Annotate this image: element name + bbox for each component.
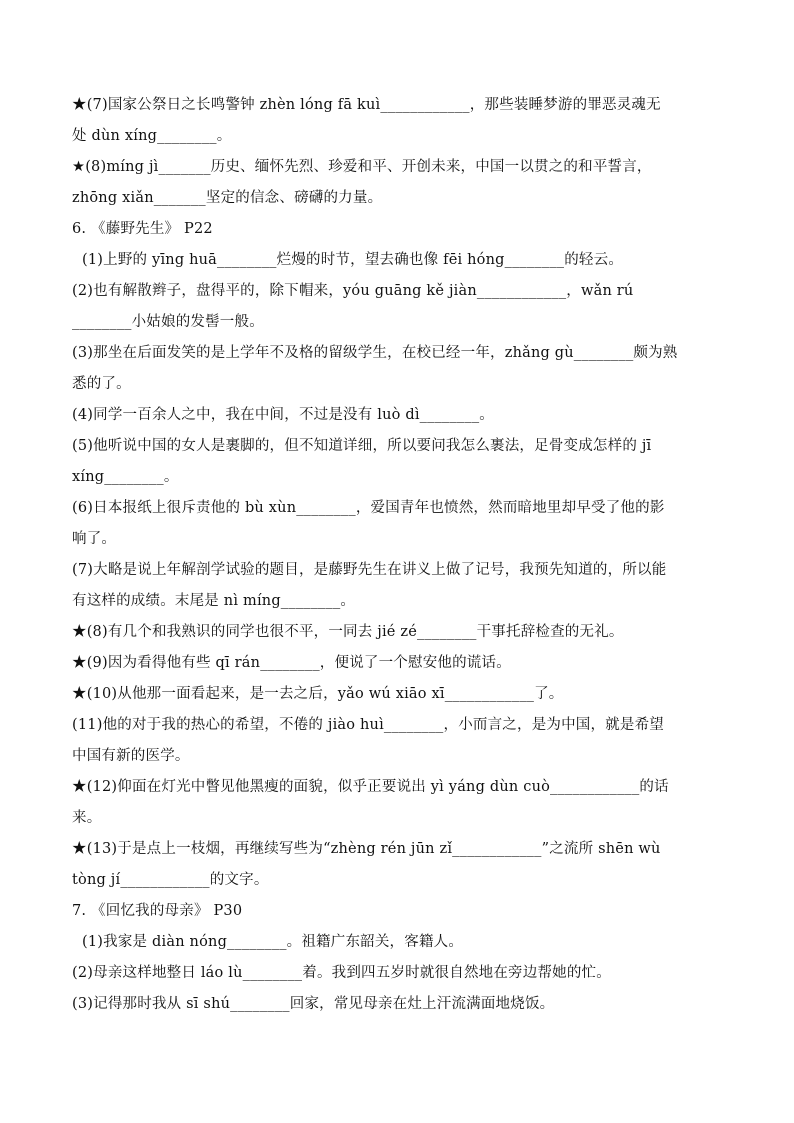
text-line: (1)上野的 yīng huā________烂熳的时节，望去确也像 fēi hóng________的轻云。 — [82, 252, 624, 268]
text-line: zhōng xiǎn_______坚定的信念、磅礴的力量。 — [72, 190, 383, 206]
text-line: 来。 — [72, 810, 102, 826]
text-line: xíng________。 — [72, 469, 179, 485]
text-line: 响了。 — [72, 531, 117, 547]
text-line: 中国有新的医学。 — [72, 748, 190, 764]
text-line: ★(13)于是点上一枝烟，再继续写些为“zhèng rén jūn zǐ____________”之流所 shēn wù — [72, 841, 661, 857]
section-heading: 6. 《藤野先生》 P22 — [72, 221, 213, 237]
text-line: (6)日本报纸上很斥责他的 bù xùn________，爱国青年也愤然，然而暗地里却早受了他的影 — [72, 500, 665, 516]
text-line: (2)母亲这样地整日 láo lù________着。我到四五岁时就很自然地在旁边帮她的忙。 — [72, 965, 611, 981]
text-line: (5)他听说中国的女人是裹脚的，但不知道详细，所以要问我怎么裹法，足骨变成怎样的 jī — [72, 438, 652, 454]
text-line: (2)也有解散辫子，盘得平的，除下帽来，yóu guāng kě jiàn____________，wǎn rú — [72, 283, 634, 299]
text-line: ★(8)míng jì_______历史、缅怀先烈、珍爱和平、开创未来，中国一以贯之的和平誓言， — [72, 159, 652, 175]
document-page — [72, 90, 722, 1020]
text-line: (3)那坐在后面发笑的是上学年不及格的留级学生，在校已经一年，zhǎng gù________颇为熟 — [72, 345, 678, 361]
text-line: 处 dùn xíng________。 — [72, 128, 232, 144]
text-line: ★(10)从他那一面看起来，是一去之后，yǎo wú xiāo xī____________了。 — [72, 686, 564, 702]
text-line: (7)大略是说上年解剖学试验的题目，是藤野先生在讲义上做了记号，我预先知道的，所以能 — [72, 562, 667, 578]
text-line: ★(7)国家公祭日之长鸣警钟 zhèn lóng fā kuì____________，那些装睡梦游的罪恶灵魂无 — [72, 97, 661, 113]
text-line: ★(12)仰面在灯光中瞥见他黑瘦的面貌，似乎正要说出 yì yáng dùn cuò____________的话 — [72, 779, 669, 795]
text-line: ________小姑娘的发髻一般。 — [72, 314, 264, 330]
text-line: 悉的了。 — [72, 376, 131, 392]
text-line: tòng jí____________的文字。 — [72, 872, 269, 888]
text-line: ★(9)因为看得他有些 qī rán________，便说了一个慰安他的谎话。 — [72, 655, 511, 671]
text-line: (3)记得那时我从 sī shú________回家，常见母亲在灶上汗流满面地烧饭。 — [72, 996, 555, 1012]
text-line: ★(8)有几个和我熟识的同学也很不平，一同去 jié zé________干事托辞检查的无礼。 — [72, 624, 624, 640]
text-line: (11)他的对于我的热心的希望，不倦的 jiào huì________，小而言之，是为中国，就是希望 — [72, 717, 665, 733]
text-line: (1)我家是 diàn nóng________。祖籍广东韶关，客籍人。 — [82, 934, 464, 950]
section-heading: 7. 《回忆我的母亲》 P30 — [72, 903, 243, 919]
text-line: (4)同学一百余人之中，我在中间，不过是没有 luò dì________。 — [72, 407, 494, 423]
text-line: 有这样的成绩。末尾是 nì míng________。 — [72, 593, 356, 609]
